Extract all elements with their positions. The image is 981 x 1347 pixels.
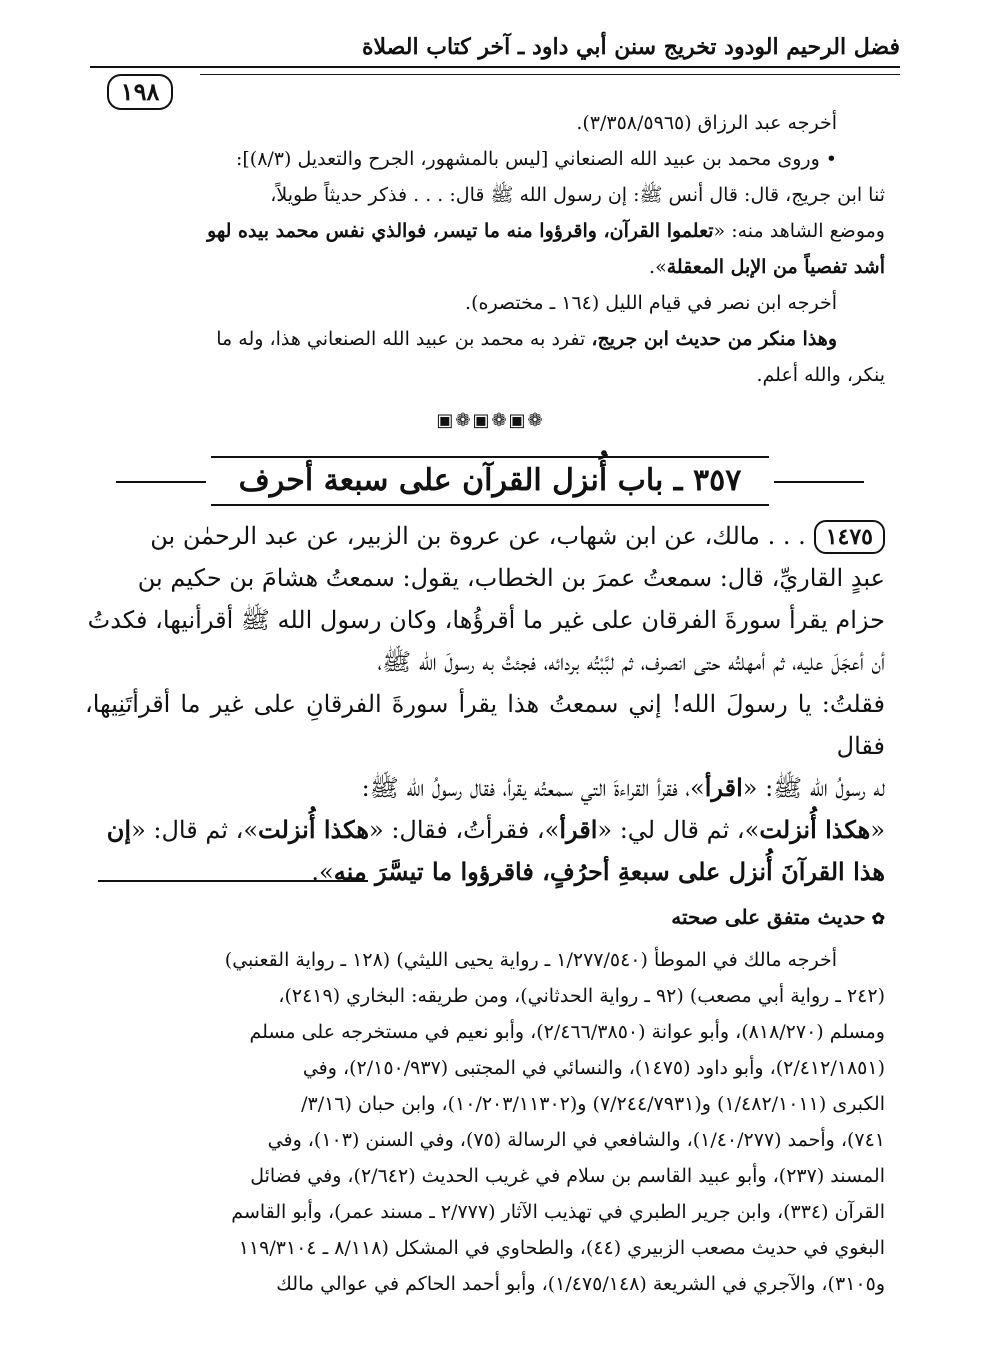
chapter-frame — [211, 456, 770, 506]
text-span: ». — [311, 858, 334, 886]
text-line: ثنا ابن جريج، قال: قال أنس ﷺ: إن رسول الله ﷺ قال: . . . فذكر حديثاً طويلاً، — [270, 184, 885, 206]
text-line: أخرجه ابن نصر في قيام الليل (١٦٤ ـ مختصره). — [465, 292, 837, 314]
text-span: »، فقرأ القراءةَ التي سمعتُه يقرأ، فقال رسولُ الله ﷺ: — [361, 774, 705, 802]
text-span: »، ثم قال لي: « — [597, 816, 760, 844]
text-line: البغوي في حديث مصعب الزبيري (٤٤)، والطحاوي في المشكل (٨/١١٨ ـ ١١٩/٣١٠٤ — [238, 1237, 885, 1259]
text-line: عبدٍ القاريِّ، قال: سمعتُ عمرَ بن الخطاب، يقول: سمعتُ هشامَ بن حكيم بن — [137, 564, 885, 592]
text-line: المسند (٢٣٧)، وأبو عبيد القاسم بن سلام في غريب الحديث (٢/٦٤٢)، وفي فضائل — [250, 1165, 885, 1187]
text-line: ينكر، والله أعلم. — [756, 364, 885, 386]
page-header — [90, 30, 900, 106]
text-span: له رسولُ الله ﷺ: « — [742, 774, 885, 802]
text-line — [85, 515, 885, 557]
quote-bold: هذا القرآنَ أُنزل على سبعةِ أحرُفٍ، فاقرؤوا ما تيسَّرَ منه — [333, 857, 885, 886]
flourish-right — [774, 481, 864, 483]
section-ornament: ❁▣❁▣❁▣ — [436, 410, 545, 431]
hadith-number: ١٤٧٥ — [814, 520, 885, 554]
hadith-text — [85, 515, 885, 893]
text-line: أخرجه عبد الرزاق (٣/٣٥٨/٥٩٦٥). — [576, 112, 837, 134]
header-rule-top — [90, 66, 900, 68]
quote-bold: اقرأ — [704, 773, 743, 802]
text-line: ٧٤١)، وأحمد (١/٤٠/٢٧٧)، والشافعي في الرسالة (٧٥)، وفي السنن (١٠٣)، وفي — [267, 1129, 885, 1151]
text-span: »، فقرأتُ، فقال: « — [369, 816, 560, 844]
text-line: أخرجه مالك في الموطأ (١/٢٧٧/٥٤٠ ـ رواية يحيى الليثي) (١٢٨ ـ رواية القعنبي) — [224, 949, 837, 971]
header-rule-bottom — [200, 74, 900, 75]
verdict-bold: وهذا منكر من حديث ابن جريج، — [591, 328, 837, 350]
footnote-separator — [98, 880, 368, 882]
text-line — [85, 767, 885, 809]
text-span: ». — [649, 256, 667, 278]
chapter-heading — [150, 455, 830, 507]
quote-bold: اقرأ — [559, 815, 598, 844]
text-line — [85, 851, 885, 893]
page-number: ١٩٨ — [107, 74, 174, 110]
text-span: « — [870, 816, 885, 844]
text-line — [85, 213, 885, 249]
text-line: و٣١٠٥)، والآجري في الشريعة (١/٤٧٥/١٤٨)، وأبو أحمد الحاكم في عوالي مالك — [276, 1273, 885, 1295]
flourish-left — [116, 481, 206, 483]
text-line: القرآن (٣٣٤)، وابن جرير الطبري في تهذيب الآثار (٢/٧٧٧ ـ مسند عمر)، وأبو القاسم — [231, 1201, 885, 1223]
text-span: »، ثم قال: « — [131, 816, 259, 844]
previous-takhrij-block — [85, 105, 885, 393]
chapter-title: ٣٥٧ ـ باب أُنزل القرآن على سبعة أحرف — [238, 463, 742, 498]
footnote-takhrij — [85, 942, 885, 1302]
verdict-heading — [671, 905, 885, 929]
quote-bold: هكذا أُنزلت — [759, 815, 871, 844]
text-line: ومسلم (٨١٨/٢٧٠)، وأبو عوانة (٢/٤٦٦/٣٨٥٠)، وأبو نعيم في مستخرجه على مسلم — [249, 1021, 885, 1043]
text-line: حزام يقرأ سورةَ الفرقان على غير ما أقرؤُها، وكان رسول الله ﷺ أقرأنيها، فكدتُ — [87, 606, 885, 634]
quote-bold: هكذا أُنزلت — [258, 815, 370, 844]
text-span: . . . مالك، عن ابن شهاب، عن عروة بن الزبير، عن عبد الرحمٰن بن — [150, 522, 806, 550]
text-line: فقلتُ: يا رسولَ الله! إني سمعتُ هذا يقرأ سورةَ الفرقانِ على غير ما أقرأتَنِيها، فقال — [85, 690, 885, 760]
text-span: تفرد به محمد بن عبيد الله الصنعاني هذا، وله ما — [216, 328, 592, 350]
text-span: وموضع الشاهد منه: « — [713, 220, 885, 242]
flower-icon: ✿ — [871, 909, 885, 928]
quote-bold: أشد تفصياً من الإبل المعقلة — [666, 256, 885, 278]
text-line: (٢٤٢ ـ رواية أبي مصعب) (٩٢ ـ رواية الحدثاني)، ومن طريقه: البخاري (٢٤١٩)، — [278, 985, 885, 1007]
text-line: الكبرى (١/٤٨٢/١٠١١) و(٧/٢٤٤/٧٩٣١) و(١٠/٢٠٣/١١٣٠٢)، وابن حبان (٣/١٦/ — [301, 1093, 885, 1115]
quote-bold: إن — [106, 815, 132, 844]
text-line: أن أعجَلَ عليه، ثم أمهلتُه حتى انصرف، ثم لبَّبْتُه بردائه، فجئتُ به رسولَ الله ﷺ، — [377, 648, 885, 676]
text-line: (٢/٤١٢/١٨٥١)، وأبو داود (١٤٧٥)، والنسائي في المجتبى (٢/١٥٠/٩٣٧)، وفي — [302, 1057, 885, 1079]
quote-bold: تعلموا القرآن، واقرؤوا منه ما تيسر، فوالذي نفس محمد بيده لهو — [207, 220, 714, 242]
text-line — [85, 809, 885, 851]
verdict-text: حديث متفق على صحته — [671, 905, 866, 929]
text-line — [85, 249, 885, 285]
text-line — [85, 321, 885, 357]
running-title: فضل الرحيم الودود تخريج سنن أبي داود ـ آخر كتاب الصلاة — [362, 34, 900, 60]
text-line: • وروى محمد بن عبيد الله الصنعاني [ليس بالمشهور، الجرح والتعديل (٨/٣)]: — [235, 148, 837, 170]
